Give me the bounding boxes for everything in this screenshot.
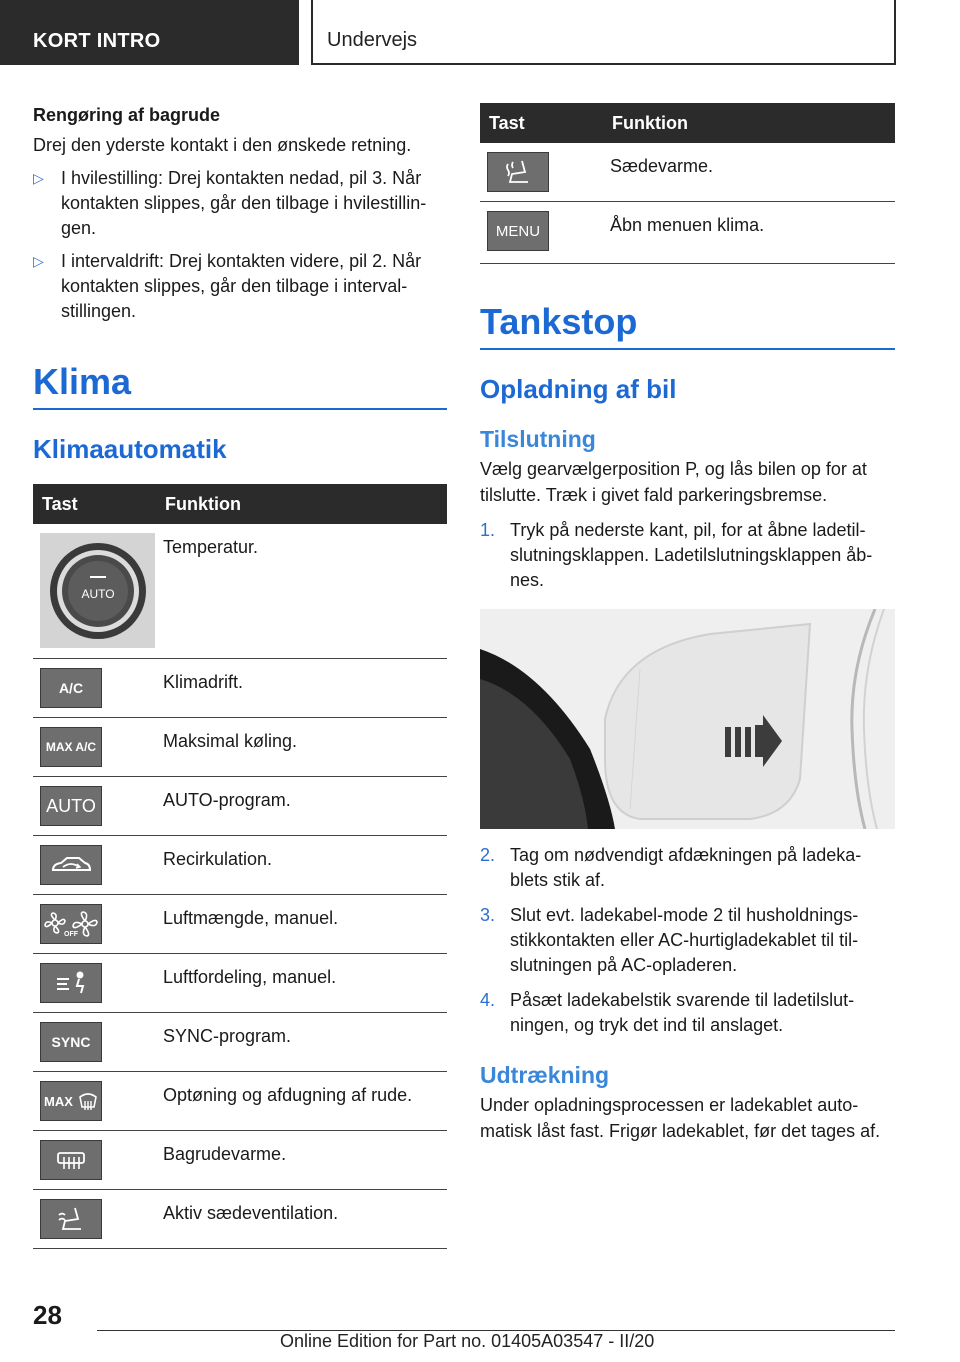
- remove-text: Under opladningsprocessen er ladekablet auto-matisk låst fast. Frigør ladekablet, før det tages af.: [480, 1095, 881, 1141]
- function-text: Optøning og afdugning af rude.: [156, 1072, 447, 1131]
- function-text: Bagrudevarme.: [156, 1131, 447, 1190]
- fan-icon: [40, 904, 102, 944]
- section-title: KORT INTRO: [33, 30, 161, 52]
- chapter-title: Undervejs: [327, 29, 418, 51]
- function-text: Maksimal køling.: [156, 718, 447, 777]
- function-text: Luftmængde, manuel.: [156, 895, 447, 954]
- function-text: AUTO-program.: [156, 777, 447, 836]
- air-distribution-icon: [40, 963, 102, 1003]
- sync-icon: SYNC: [40, 1022, 102, 1062]
- heading-opladning: Opladning af bil: [480, 374, 677, 404]
- max-ac-icon: MAX A/C: [40, 727, 102, 767]
- numbered-step: 1. Tryk på nederste kant, pil, for at åbne ladetil-slutningsklappen. Ladetilslutningsklappen åb-nes.: [480, 520, 873, 590]
- heading-klima: Klima: [33, 360, 447, 410]
- right-column: [480, 103, 895, 1144]
- heading-klimaautomatik: Klimaautomatik: [33, 434, 227, 464]
- svg-text:MAX: MAX: [44, 1094, 73, 1109]
- heading-tilslutning: Tilslutning: [480, 426, 596, 452]
- table-row: [33, 1072, 447, 1131]
- col-header-key: Tast: [33, 484, 156, 524]
- function-text: Sædevarme.: [603, 143, 895, 202]
- section-tab: [0, 0, 299, 65]
- auto-knob-icon: [40, 533, 155, 648]
- heading-tankstop: Tankstop: [480, 300, 895, 350]
- table-row: [33, 895, 447, 954]
- edition-text: Online Edition for Part no. 01405A03547 - II/20: [280, 1331, 655, 1351]
- function-text: Klimadrift.: [156, 659, 447, 718]
- seat-ventilation-icon: [40, 1199, 102, 1239]
- function-text: Luftfordeling, manuel.: [156, 954, 447, 1013]
- table-header-row: [480, 103, 895, 143]
- bullet-item: ▷ I hvilestilling: Drej kontakten nedad, pil 3. Når kontakten slippes, går den tilbage i hvilestillin-gen.: [33, 168, 427, 238]
- ac-icon: A/C: [40, 668, 102, 708]
- col-header-key: Tast: [480, 103, 603, 143]
- connect-intro: Vælg gearvælgerposition P, og lås bilen op for at tilslutte. Træk i givet fald parkeringsbremse.: [480, 459, 867, 505]
- function-text: Åbn menuen klima.: [603, 202, 895, 264]
- heading-udtraekning: Udtrækning: [480, 1062, 610, 1088]
- triangle-bullet-icon: ▷: [33, 170, 44, 186]
- table-row: [33, 659, 447, 718]
- triangle-bullet-icon: ▷: [33, 253, 44, 269]
- table-row: [33, 1131, 447, 1190]
- numbered-step: 4. Påsæt ladekabelstik svarende til ladetilslut-ningen, og tryk det ind til anslaget.: [480, 990, 855, 1035]
- page-number: 28: [33, 1300, 62, 1330]
- function-text: Aktiv sædeventilation.: [156, 1190, 447, 1249]
- table-row: [33, 718, 447, 777]
- table-header-row: [33, 484, 447, 524]
- table-row: [480, 202, 895, 264]
- function-text: Recirkulation.: [156, 836, 447, 895]
- numbered-step: 3. Slut evt. ladekabel-mode 2 til husholdnings-stikkontakten eller AC-hurtigladekablet til til-slutningen på AC-opladeren.: [480, 905, 859, 975]
- charging-flap-photo: [480, 609, 895, 829]
- auto-icon: AUTO: [40, 786, 102, 826]
- bullet-item: ▷ I intervaldrift: Drej kontakten videre, pil 2. Når kontakten slippes, går den tilbage i interval-stillingen.: [33, 251, 422, 321]
- svg-text:OFF: OFF: [64, 931, 78, 938]
- table-row: [33, 524, 447, 659]
- function-text: SYNC-program.: [156, 1013, 447, 1072]
- table-row: [33, 836, 447, 895]
- numbered-step: 2. Tag om nødvendigt afdækningen på ladeka-blets stik af.: [480, 845, 862, 890]
- chapter-tab: [311, 0, 896, 65]
- col-header-function: Funktion: [156, 484, 447, 524]
- menu-icon: MENU: [487, 211, 549, 251]
- max-defrost-icon: [40, 1081, 102, 1121]
- climate-table-continued: [480, 103, 895, 264]
- table-row: [33, 777, 447, 836]
- table-row: [33, 1190, 447, 1249]
- rear-defrost-icon: [40, 1140, 102, 1180]
- col-header-function: Funktion: [603, 103, 895, 143]
- table-row: [33, 1013, 447, 1072]
- recirculation-icon: [40, 845, 102, 885]
- climate-table: [33, 484, 447, 1249]
- table-row: [480, 143, 895, 202]
- function-text: Temperatur.: [156, 524, 447, 659]
- rear-wiper-heading: Rengøring af bagrude: [33, 105, 221, 125]
- svg-text:AUTO: AUTO: [80, 586, 115, 601]
- rear-wiper-intro: Drej den yderste kontakt i den ønskede retning.: [33, 135, 412, 155]
- table-row: [33, 954, 447, 1013]
- left-column: [33, 100, 447, 1249]
- seat-heating-icon: [487, 152, 549, 192]
